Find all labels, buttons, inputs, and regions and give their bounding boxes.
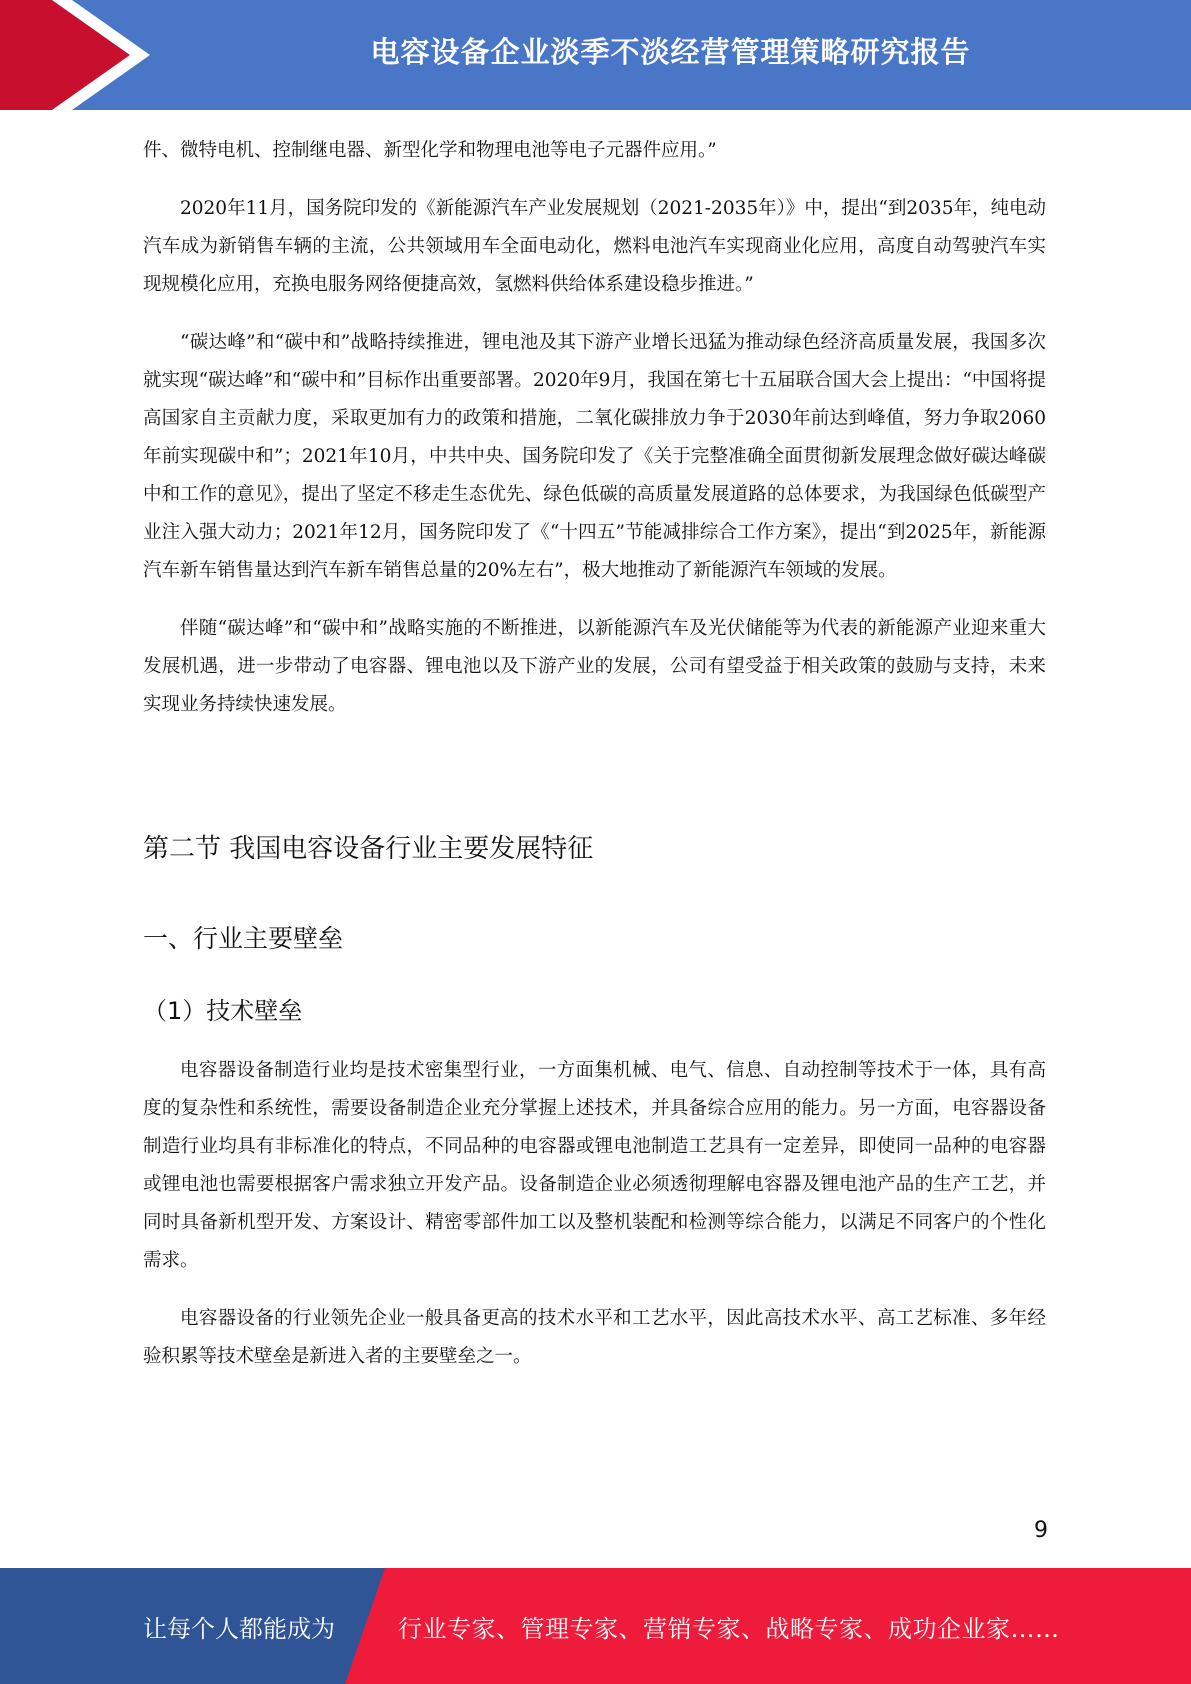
page-header — [0, 0, 1191, 110]
subsubsection-title: （1）技术壁垒 — [143, 997, 303, 1025]
page-number: 9 — [1034, 1518, 1048, 1543]
paragraph-continued: 件、微特电机、控制继电器、新型化学和物理电池等电子元器件应用。” — [143, 140, 717, 161]
paragraph-leading-firms: 电容器设备的行业领先企业一般具备更高的技术水平和工艺水平，因此高技术水平、高工艺标准、多年经验积累等技术壁垒是新进入者的主要壁垒之一。 — [143, 1308, 1046, 1367]
report-title: 电容设备企业淡季不淡经营管理策略研究报告 — [370, 34, 971, 69]
subsection-title: 一、行业主要壁垒 — [143, 924, 344, 953]
page-footer — [0, 1568, 1191, 1684]
page-content — [143, 132, 1046, 1376]
paragraph-carbon-goals: “碳达峰”和“碳中和”战略持续推进，锂电池及其下游产业增长迅猛为推动绿色经济高质量发展，我国多次就实现“碳达峰”和“碳中和”目标作出重要部署。2020年9月，我国在第七十五届联合国大会上提出：“中国将提高国家自主贡献力度，采取更加有力的政策和措施，二氧化碳排放力争于2030年前达到峰值，努力争取2060年前实现碳中和”；2021年10月，中共中央、国务院印发了《关于完整准确全面贯彻新发展理念做好碳达峰碳中和工作的意见》，提出了坚定不移走生态优先、绿色低碳的高质量发展道路的总体要求，为我国绿色低碳型产业注入强大动力；2021年12月，国务院印发了《“十四五”节能减排综合工作方案》，提出“到2025年，新能源汽车新车销售量达到汽车新车销售总量的20%左右”，极大地推动了新能源汽车领域的发展。 — [143, 332, 1046, 581]
paragraph-new-energy-industry: 伴随“碳达峰”和“碳中和”战略实施的不断推进，以新能源汽车及光伏储能等为代表的新能源产业迎来重大发展机遇，进一步带动了电容器、锂电池以及下游产业的发展，公司有望受益于相关政策的鼓励与支持，未来实现业务持续快速发展。 — [143, 618, 1046, 715]
footer-slogan-right: 行业专家、管理专家、营销专家、战略专家、成功企业家…… — [398, 1614, 1060, 1643]
footer-slogan-left: 让每个人都能成为 — [143, 1614, 335, 1643]
section-title: 第二节 我国电容设备行业主要发展特征 — [143, 834, 594, 864]
paragraph-tech-barrier: 电容器设备制造行业均是技术密集型行业，一方面集机械、电气、信息、自动控制等技术于一体，具有高度的复杂性和系统性，需要设备制造企业充分掌握上述技术，并具备综合应用的能力。另一方面，电容器设备制造行业均具有非标准化的特点，不同品种的电容器或锂电池制造工艺具有一定差异，即使同一品种的电容器或锂电池也需要根据客户需求独立开发产品。设备制造企业必须透彻理解电容器及锂电池产品的生产工艺，并同时具备新机型开发、方案设计、精密零部件加工以及整机装配和检测等综合能力，以满足不同客户的个性化需求。 — [143, 1060, 1046, 1271]
paragraph-nev-plan: 2020年11月，国务院印发的《新能源汽车产业发展规划（2021-2035年）》中，提出“到2035年，纯电动汽车成为新销售车辆的主流，公共领域用车全面电动化，燃料电池汽车实现商业化应用，高度自动驾驶汽车实现规模化应用，充换电服务网络便捷高效，氢燃料供给体系建设稳步推进。” — [143, 198, 1046, 295]
